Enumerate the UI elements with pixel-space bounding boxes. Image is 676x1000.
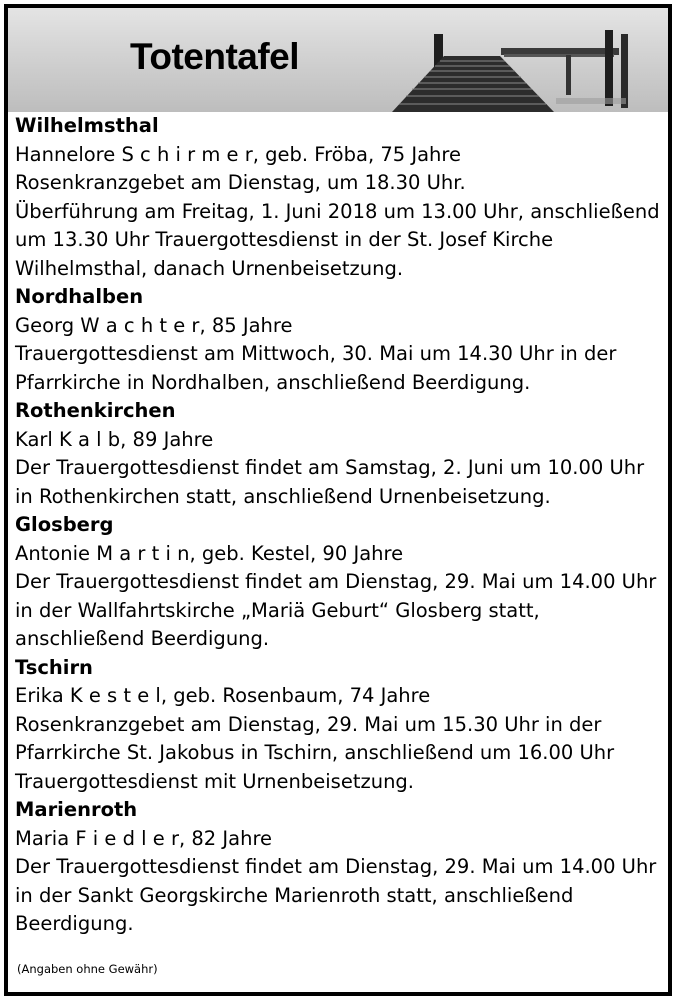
entry-text-line: Rosenkranzgebet am Dienstag, um 18.30 Uhr. xyxy=(15,171,466,194)
place-heading: Marienroth xyxy=(15,798,138,821)
entry-text-line: Trauergottesdienst mit Urnenbeisetzung. xyxy=(15,769,414,793)
entry-text-line: Der Trauergottesdienst findet am Dienstag, 29. Mai um 14.00 Uhr xyxy=(15,570,657,593)
entry-text-line: Trauergottesdienst am Mittwoch, 30. Mai um 14.30 Uhr in der xyxy=(15,342,617,365)
entry-text-line: in der Wallfahrtskirche „Mariä Geburt“ Glosberg statt, xyxy=(15,598,540,622)
place-heading: Glosberg xyxy=(15,513,114,536)
entry-text-line: Der Trauergottesdienst findet am Dienstag, 29. Mai um 14.00 Uhr xyxy=(15,855,657,878)
obituary-entry xyxy=(15,397,665,511)
entry-text-line: Pfarrkirche in Nordhalben, anschließend Beerdigung. xyxy=(15,370,531,394)
entry-text-line: anschließend Beerdigung. xyxy=(15,627,270,650)
obituary-list xyxy=(15,112,665,939)
entry-text-line: Rosenkranzgebet am Dienstag, 29. Mai um 15.30 Uhr in der xyxy=(15,712,602,736)
entry-text-line: Pfarrkirche St. Jakobus in Tschirn, anschließend um 16.00 Uhr xyxy=(15,741,615,764)
entry-text-line: Hannelore S c h i r m e r, geb. Fröba, 75 Jahre xyxy=(15,142,461,166)
entry-text-line: Karl K a l b, 89 Jahre xyxy=(15,427,214,451)
entry-text-line: in Rothenkirchen statt, anschließend Urnenbeisetzung. xyxy=(15,484,551,508)
entry-text-line: in der Sankt Georgskirche Marienroth statt, anschließend xyxy=(15,883,574,907)
entry-text-line: Erika K e s t e l, geb. Rosenbaum, 74 Jahre xyxy=(15,684,431,707)
entry-text-line: Wilhelmsthal, danach Urnenbeisetzung. xyxy=(15,256,404,280)
entry-text-line: Antonie M a r t i n, geb. Kestel, 90 Jahre xyxy=(15,541,404,565)
obituary-entry xyxy=(15,796,665,939)
entry-text-line: Maria F i e d l e r, 82 Jahre xyxy=(15,826,273,850)
place-heading: Wilhelmsthal xyxy=(15,114,159,137)
obituary-entry xyxy=(15,112,665,283)
page-title: Totentafel xyxy=(130,36,300,77)
entry-text-line: Georg W a c h t e r, 85 Jahre xyxy=(15,313,293,337)
header-banner xyxy=(8,8,668,112)
disclaimer-note: (Angaben ohne Gewähr) xyxy=(17,962,158,976)
entry-text-line: Der Trauergottesdienst findet am Samstag, 2. Juni um 10.00 Uhr xyxy=(15,456,645,479)
place-heading: Nordhalben xyxy=(15,285,144,308)
place-heading: Tschirn xyxy=(15,655,93,679)
obituary-entry xyxy=(15,511,665,654)
entry-text-line: Überführung am Freitag, 1. Juni 2018 um 13.00 Uhr, anschließend xyxy=(15,199,660,223)
entry-text-line: um 13.30 Uhr Trauergottesdienst in der St. Josef Kirche xyxy=(15,228,554,251)
place-heading: Rothenkirchen xyxy=(15,399,176,422)
notice-frame xyxy=(4,4,672,996)
obituary-entry xyxy=(15,283,665,397)
entry-text-line: Beerdigung. xyxy=(15,912,134,935)
obituary-entry xyxy=(15,654,665,797)
jetty-photo xyxy=(8,8,668,112)
